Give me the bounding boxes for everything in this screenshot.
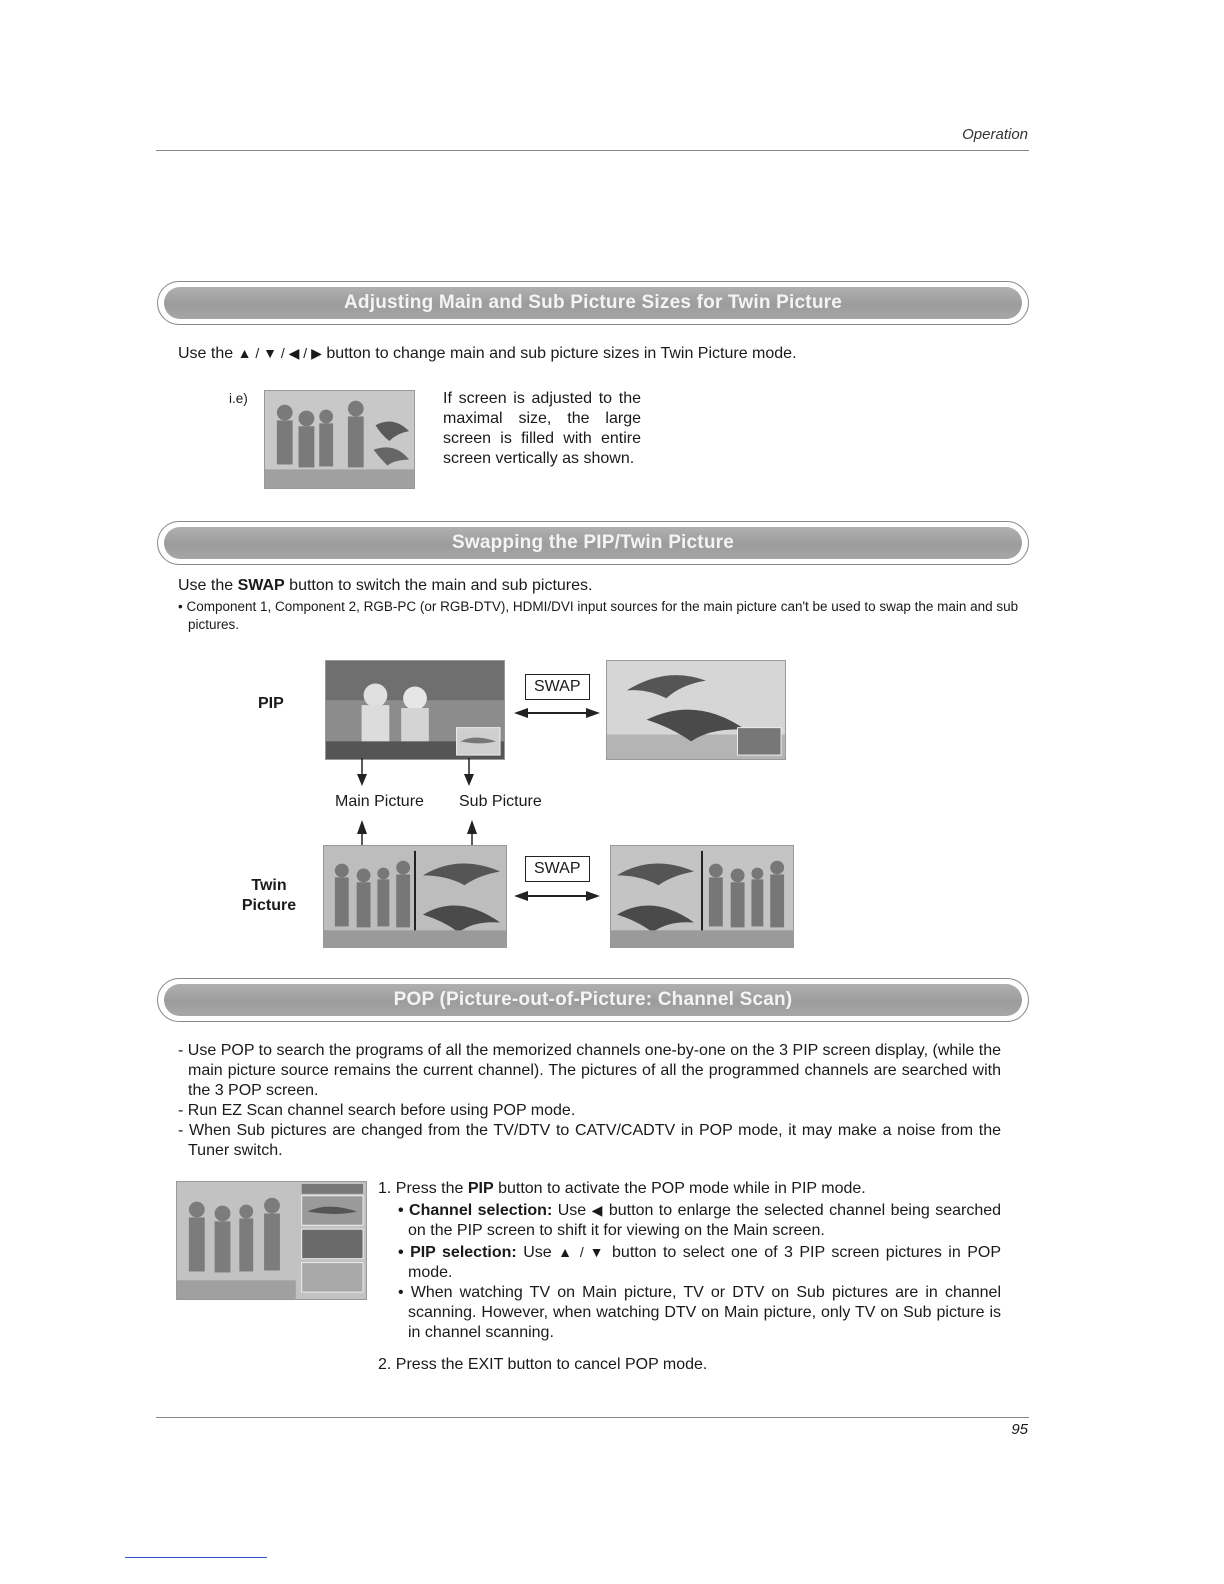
example-description: If screen is adjusted to the maximal size, the large screen is filled with entire screen vertically as shown. [443, 390, 641, 467]
header-divider [156, 150, 1029, 151]
swap-label-box: SWAP [525, 674, 590, 700]
swap-double-arrow-icon [512, 705, 602, 721]
page-number: 95 [1011, 1421, 1028, 1438]
watching-note: • When watching TV on Main picture, TV or DTV on Sub pictures are in channel scanning. However, when watching DTV on Main picture, only TV on Sub picture is in channel scanning. [398, 1284, 1001, 1341]
section-banner-pop [157, 978, 1029, 1022]
section-title: Adjusting Main and Sub Picture Sizes for Twin Picture [164, 287, 1022, 319]
channel-selection-item: • Channel selection: Use ◀ button to enlarge the selected channel being searched on the PIP screen to shift it for viewing on the Main screen. [398, 1202, 1002, 1239]
swap-double-arrow-icon [512, 888, 602, 904]
main-picture-label: Main Picture [335, 793, 424, 810]
twin-swapped-image [610, 845, 794, 948]
example-label: i.e) [229, 391, 248, 406]
twin-max-size-image [264, 390, 415, 489]
down-arrows-icon [355, 758, 485, 788]
pip-selection-item: • PIP selection: Use ▲ / ▼ button to select one of 3 PIP screen pictures in POP mode. [398, 1244, 1001, 1281]
section-title: POP (Picture-out-of-Picture: Channel Scan) [164, 984, 1022, 1016]
section-header-label: Operation [962, 126, 1028, 143]
pip-main-image [325, 660, 505, 760]
step-1: 1. Press the PIP button to activate the POP mode while in PIP mode. [378, 1180, 866, 1197]
twin-size-instruction: Use the ▲ / ▼ / ◀ / ▶ button to change main and sub picture sizes in Twin Picture mode. [178, 345, 797, 362]
pop-steps [378, 1179, 1001, 1375]
pip-label: PIP [258, 695, 284, 712]
section-banner-twin-sizes [157, 281, 1029, 325]
swap-note: • Component 1, Component 2, RGB-PC (or RGB-DTV), HDMI/DVI input sources for the main picture can't be used to swap the main and sub pictures. [178, 599, 1019, 632]
arrow-buttons-icon: ▲ / ▼ / ◀ / ▶ [237, 345, 322, 361]
swap-label-box: SWAP [525, 856, 590, 882]
footer-link-line [125, 1557, 267, 1558]
pip-swapped-image [606, 660, 786, 760]
footer-divider [156, 1417, 1029, 1418]
pop-screen-image [176, 1181, 367, 1300]
list-item: - Run EZ Scan channel search before using POP mode. [178, 1102, 576, 1119]
step-2: 2. Press the EXIT button to cancel POP mode. [378, 1356, 708, 1373]
pop-bullet-list [178, 1041, 1001, 1161]
sub-picture-label: Sub Picture [459, 793, 542, 810]
twin-picture-label: Twin Picture [241, 877, 297, 914]
list-item: - Use POP to search the programs of all the memorized channels one-by-one on the 3 PIP screen display, (while the main picture source remains the current channel). The pictures of all the programmed channels are searched with the 3 POP screen. [178, 1042, 1001, 1099]
list-item: - When Sub pictures are changed from the TV/DTV to CATV/CADTV in POP mode, it may make a noise from the Tuner switch. [178, 1122, 1001, 1159]
twin-main-image [323, 845, 507, 948]
section-title: Swapping the PIP/Twin Picture [164, 527, 1022, 559]
left-arrow-icon: ◀ [591, 1202, 604, 1218]
section-banner-swap [157, 521, 1029, 565]
up-down-arrow-icon: ▲ / ▼ [558, 1244, 606, 1260]
swap-instruction: Use the SWAP button to switch the main and sub pictures. [178, 577, 593, 594]
